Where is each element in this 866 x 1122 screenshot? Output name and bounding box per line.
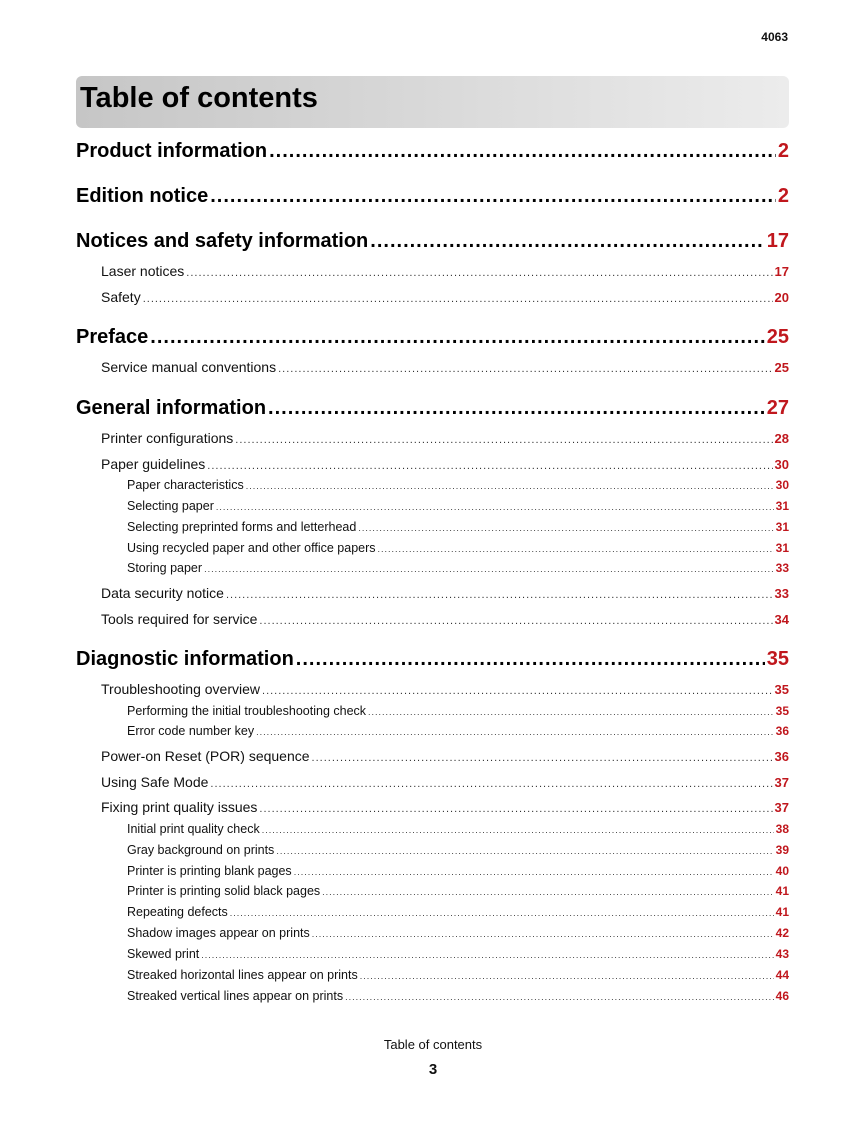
toc-entry[interactable]: Troubleshooting overview ..... 35 (101, 681, 789, 697)
toc-entry[interactable]: Printer configurations ..... 28 (101, 430, 789, 446)
toc-entry[interactable]: Notices and safety information ..... 17 (76, 230, 789, 253)
toc-entry[interactable]: Preface ..... 25 (76, 326, 789, 349)
model-number: 4063 (761, 30, 788, 44)
toc-entry[interactable]: Laser notices ..... 17 (101, 263, 789, 279)
toc-entry[interactable]: Diagnostic information ..... 35 (76, 648, 789, 671)
toc-entry[interactable]: Selecting paper ..... 31 (127, 499, 789, 513)
toc-entry[interactable]: Using Safe Mode ..... 37 (101, 774, 789, 790)
footer-label: Table of contents (383, 1037, 483, 1052)
toc-entry[interactable]: Paper characteristics ..... 30 (127, 478, 789, 492)
page-title: Table of contents (80, 82, 318, 114)
toc-entry[interactable]: Repeating defects ..... 41 (127, 905, 789, 919)
toc-entry[interactable]: Service manual conventions ..... 25 (101, 359, 789, 375)
toc-entry[interactable]: Product information ..... 2 (76, 140, 789, 163)
toc-entry[interactable]: Paper guidelines ..... 30 (101, 456, 789, 472)
toc-entry[interactable]: Streaked horizontal lines appear on prints ..... 44 (127, 968, 789, 982)
toc-entry[interactable]: Printer is printing blank pages ..... 40 (127, 864, 789, 878)
toc-entry[interactable]: Safety ..... 20 (101, 289, 789, 305)
toc-title-bar (76, 76, 789, 128)
footer-page-number: 3 (428, 1061, 438, 1078)
toc-entry[interactable]: Selecting preprinted forms and letterhead ..... 31 (127, 520, 789, 534)
toc-entry[interactable]: Printer is printing solid black pages ..... 41 (127, 884, 789, 898)
toc-entry[interactable]: Skewed print ..... 43 (127, 947, 789, 961)
toc-entry[interactable]: Shadow images appear on prints ..... 42 (127, 926, 789, 940)
toc-entry[interactable]: Initial print quality check ..... 38 (127, 822, 789, 836)
toc-entry[interactable]: Performing the initial troubleshooting check ..... 35 (127, 704, 789, 718)
toc-entry[interactable]: Tools required for service ..... 34 (101, 611, 789, 627)
toc-entry[interactable]: Fixing print quality issues ..... 37 (101, 799, 789, 815)
toc-entry[interactable]: Error code number key ..... 36 (127, 724, 789, 738)
toc-entry[interactable]: Storing paper ..... 33 (127, 561, 789, 575)
toc-entry[interactable]: Gray background on prints ..... 39 (127, 843, 789, 857)
toc-entry[interactable]: Using recycled paper and other office papers ..... 31 (127, 541, 789, 555)
toc-entry[interactable]: Data security notice ..... 33 (101, 585, 789, 601)
toc-entry[interactable]: Edition notice ..... 2 (76, 185, 789, 208)
toc-entry[interactable]: General information ..... 27 (76, 397, 789, 420)
toc-entry[interactable]: Streaked vertical lines appear on prints ..... 46 (127, 989, 789, 1003)
toc-entry[interactable]: Power-on Reset (POR) sequence ..... 36 (101, 748, 789, 764)
